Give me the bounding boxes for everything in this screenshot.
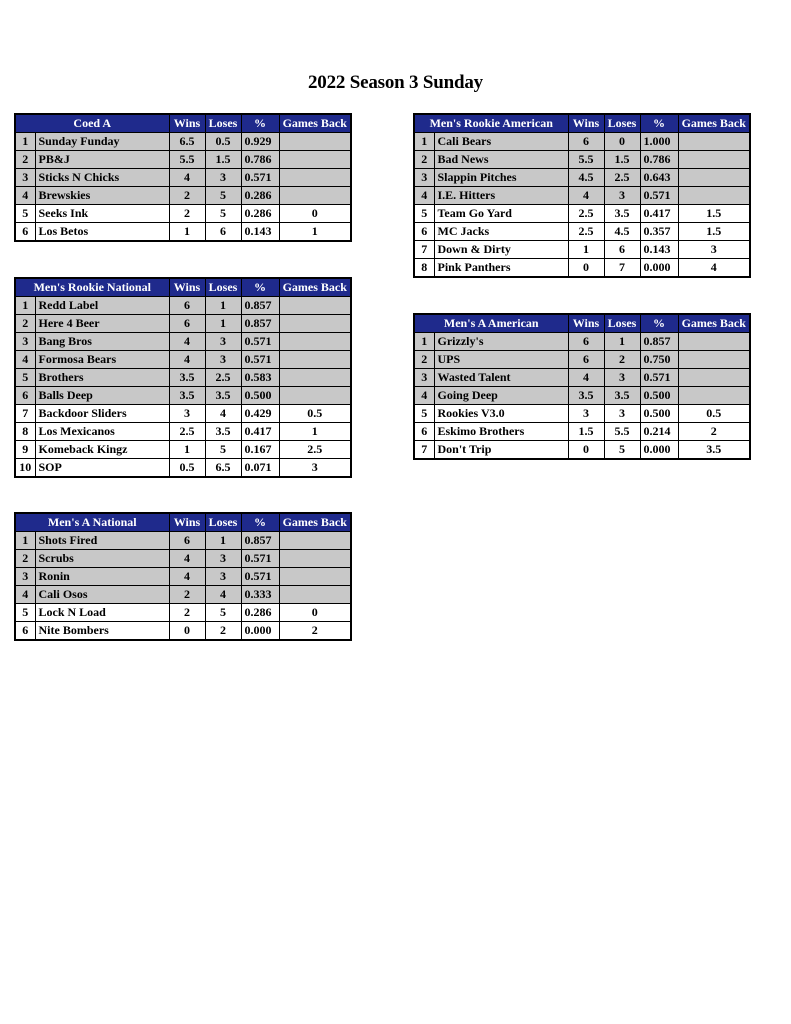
table-row	[15, 532, 351, 550]
table-row	[15, 205, 351, 223]
header-row	[414, 314, 750, 333]
loses-cell: 3	[205, 550, 241, 568]
rank-cell: 3	[414, 369, 434, 387]
wins-cell: 0	[568, 441, 604, 460]
team-name-cell: Cali Osos	[35, 586, 169, 604]
pct-header: %	[241, 513, 279, 532]
wins-header: Wins	[169, 278, 205, 297]
rank-cell: 6	[414, 223, 434, 241]
games-back-cell: 2.5	[279, 441, 351, 459]
team-name-cell: I.E. Hitters	[434, 187, 568, 205]
wins-cell: 0.5	[169, 459, 205, 478]
team-name-cell: Brewskies	[35, 187, 169, 205]
rank-cell: 3	[15, 568, 35, 586]
loses-cell: 2	[205, 622, 241, 641]
games-back-cell	[678, 387, 750, 405]
games-back-cell	[678, 187, 750, 205]
rank-cell: 4	[15, 187, 35, 205]
loses-cell: 2	[604, 351, 640, 369]
games-back-cell	[678, 169, 750, 187]
pct-cell: 0.571	[640, 187, 678, 205]
team-name-cell: Shots Fired	[35, 532, 169, 550]
pct-cell: 0.286	[241, 205, 279, 223]
pct-cell: 0.571	[640, 369, 678, 387]
rank-cell: 5	[414, 205, 434, 223]
loses-cell: 5	[205, 187, 241, 205]
pct-cell: 0.286	[241, 604, 279, 622]
pct-cell: 0.571	[241, 169, 279, 187]
games-back-cell: 1.5	[678, 205, 750, 223]
wins-header: Wins	[568, 314, 604, 333]
games-back-cell: 1	[279, 223, 351, 242]
loses-cell: 1.5	[604, 151, 640, 169]
pct-cell: 0.417	[241, 423, 279, 441]
pct-cell: 0.750	[640, 351, 678, 369]
pct-cell: 0.643	[640, 169, 678, 187]
games-back-cell	[279, 187, 351, 205]
rank-cell: 6	[15, 622, 35, 641]
rank-cell: 1	[15, 532, 35, 550]
rank-cell: 5	[414, 405, 434, 423]
table-row	[414, 151, 750, 169]
wins-cell: 3	[568, 405, 604, 423]
table-row	[15, 622, 351, 641]
table-row	[414, 369, 750, 387]
team-name-cell: Sticks N Chicks	[35, 169, 169, 187]
wins-cell: 3.5	[169, 387, 205, 405]
team-name-cell: Balls Deep	[35, 387, 169, 405]
loses-cell: 3.5	[604, 387, 640, 405]
pct-cell: 0.500	[640, 405, 678, 423]
rank-cell: 1	[414, 333, 434, 351]
loses-cell: 3	[604, 369, 640, 387]
header-row	[15, 278, 351, 297]
wins-cell: 4.5	[568, 169, 604, 187]
rank-cell: 2	[414, 151, 434, 169]
wins-cell: 4	[169, 169, 205, 187]
games-back-cell	[279, 586, 351, 604]
rank-cell: 4	[414, 187, 434, 205]
rank-cell: 7	[15, 405, 35, 423]
pct-header: %	[241, 278, 279, 297]
table-row	[414, 351, 750, 369]
loses-cell: 1	[205, 297, 241, 315]
games-back-cell	[279, 351, 351, 369]
header-row	[15, 114, 351, 133]
loses-cell: 7	[604, 259, 640, 278]
team-name-cell: Don't Trip	[434, 441, 568, 460]
loses-header: Loses	[205, 513, 241, 532]
division-header: Men's A American	[414, 314, 568, 333]
rank-cell: 9	[15, 441, 35, 459]
team-name-cell: UPS	[434, 351, 568, 369]
games-back-cell	[279, 532, 351, 550]
games-back-cell: 0.5	[678, 405, 750, 423]
table-row	[414, 387, 750, 405]
pct-header: %	[241, 114, 279, 133]
table-row	[414, 169, 750, 187]
rank-cell: 1	[15, 133, 35, 151]
team-name-cell: Sunday Funday	[35, 133, 169, 151]
wins-cell: 2	[169, 586, 205, 604]
wins-cell: 2	[169, 604, 205, 622]
pct-header: %	[640, 114, 678, 133]
rank-cell: 3	[15, 169, 35, 187]
games-back-cell	[279, 151, 351, 169]
rank-cell: 3	[414, 169, 434, 187]
team-name-cell: Slappin Pitches	[434, 169, 568, 187]
rank-cell: 5	[15, 604, 35, 622]
rank-cell: 4	[15, 351, 35, 369]
games-back-cell	[678, 351, 750, 369]
rank-cell: 4	[414, 387, 434, 405]
rank-cell: 8	[414, 259, 434, 278]
team-name-cell: Eskimo Brothers	[434, 423, 568, 441]
table-row	[15, 459, 351, 478]
team-name-cell: Los Mexicanos	[35, 423, 169, 441]
team-name-cell: Komeback Kingz	[35, 441, 169, 459]
games-back-cell	[279, 387, 351, 405]
pct-cell: 0.857	[241, 532, 279, 550]
games-back-cell	[678, 369, 750, 387]
header-row	[15, 513, 351, 532]
table-row	[15, 151, 351, 169]
team-name-cell: MC Jacks	[434, 223, 568, 241]
loses-header: Loses	[205, 278, 241, 297]
games-back-header: Games Back	[678, 114, 750, 133]
table-row	[414, 205, 750, 223]
wins-cell: 6.5	[169, 133, 205, 151]
games-back-header: Games Back	[279, 278, 351, 297]
games-back-cell: 2	[678, 423, 750, 441]
loses-cell: 3.5	[205, 423, 241, 441]
pct-cell: 0.571	[241, 351, 279, 369]
pct-cell: 0.571	[241, 568, 279, 586]
team-name-cell: Team Go Yard	[434, 205, 568, 223]
games-back-cell	[279, 568, 351, 586]
team-name-cell: Grizzly's	[434, 333, 568, 351]
table-row	[15, 441, 351, 459]
team-name-cell: Pink Panthers	[434, 259, 568, 278]
loses-cell: 4	[205, 405, 241, 423]
table-row	[414, 259, 750, 278]
pct-cell: 0.500	[640, 387, 678, 405]
pct-cell: 0.429	[241, 405, 279, 423]
wins-cell: 0	[568, 259, 604, 278]
rank-cell: 6	[15, 223, 35, 242]
rank-cell: 2	[15, 550, 35, 568]
team-name-cell: Los Betos	[35, 223, 169, 242]
rank-cell: 7	[414, 241, 434, 259]
rank-cell: 1	[15, 297, 35, 315]
wins-cell: 4	[169, 550, 205, 568]
rank-cell: 1	[414, 133, 434, 151]
table-row	[15, 133, 351, 151]
standings-table-mens-a-national	[14, 512, 352, 641]
games-back-cell: 4	[678, 259, 750, 278]
division-header: Men's A National	[15, 513, 169, 532]
team-name-cell: Brothers	[35, 369, 169, 387]
pct-cell: 0.857	[241, 297, 279, 315]
table-row	[15, 169, 351, 187]
rank-cell: 2	[414, 351, 434, 369]
wins-cell: 1	[568, 241, 604, 259]
games-back-header: Games Back	[279, 513, 351, 532]
wins-cell: 2	[169, 205, 205, 223]
wins-cell: 6	[169, 532, 205, 550]
table-row	[15, 604, 351, 622]
division-header: Coed A	[15, 114, 169, 133]
loses-cell: 2.5	[604, 169, 640, 187]
page-title: 2022 Season 3 Sunday	[308, 72, 483, 93]
team-name-cell: Down & Dirty	[434, 241, 568, 259]
loses-cell: 5	[205, 441, 241, 459]
wins-cell: 5.5	[169, 151, 205, 169]
games-back-cell: 3	[279, 459, 351, 478]
team-name-cell: Cali Bears	[434, 133, 568, 151]
wins-cell: 2.5	[568, 223, 604, 241]
table-row	[15, 550, 351, 568]
wins-cell: 1	[169, 223, 205, 242]
pct-cell: 0.786	[241, 151, 279, 169]
loses-cell: 0	[604, 133, 640, 151]
team-name-cell: Nite Bombers	[35, 622, 169, 641]
wins-cell: 4	[169, 333, 205, 351]
rank-cell: 6	[15, 387, 35, 405]
table-row	[414, 423, 750, 441]
wins-cell: 4	[169, 351, 205, 369]
pct-cell: 0.929	[241, 133, 279, 151]
pct-cell: 0.000	[640, 259, 678, 278]
pct-cell: 0.000	[241, 622, 279, 641]
team-name-cell: Scrubs	[35, 550, 169, 568]
pct-cell: 0.143	[640, 241, 678, 259]
table-row	[414, 405, 750, 423]
table-row	[15, 297, 351, 315]
table-row	[414, 441, 750, 460]
pct-cell: 0.143	[241, 223, 279, 242]
wins-cell: 0	[169, 622, 205, 641]
wins-cell: 5.5	[568, 151, 604, 169]
loses-cell: 3	[604, 405, 640, 423]
loses-cell: 6	[205, 223, 241, 242]
loses-cell: 4.5	[604, 223, 640, 241]
pct-cell: 1.000	[640, 133, 678, 151]
loses-cell: 1	[205, 315, 241, 333]
table-row	[414, 241, 750, 259]
table-row	[15, 187, 351, 205]
loses-cell: 6	[604, 241, 640, 259]
games-back-cell	[279, 333, 351, 351]
rank-cell: 10	[15, 459, 35, 478]
table-row	[15, 315, 351, 333]
loses-cell: 6.5	[205, 459, 241, 478]
team-name-cell: Bad News	[434, 151, 568, 169]
table-row	[15, 369, 351, 387]
pct-cell: 0.857	[241, 315, 279, 333]
games-back-cell: 2	[279, 622, 351, 641]
wins-cell: 4	[568, 369, 604, 387]
games-back-cell: 1	[279, 423, 351, 441]
wins-cell: 6	[568, 351, 604, 369]
games-back-header: Games Back	[678, 314, 750, 333]
standings-table-coed-a	[14, 113, 352, 242]
wins-cell: 6	[169, 297, 205, 315]
loses-cell: 3.5	[205, 387, 241, 405]
wins-cell: 3	[169, 405, 205, 423]
table-row	[414, 187, 750, 205]
games-back-cell: 3.5	[678, 441, 750, 460]
loses-cell: 3	[205, 333, 241, 351]
loses-cell: 3.5	[604, 205, 640, 223]
loses-header: Loses	[604, 114, 640, 133]
table-row	[15, 405, 351, 423]
games-back-cell: 1.5	[678, 223, 750, 241]
header-row	[414, 114, 750, 133]
rank-cell: 6	[414, 423, 434, 441]
games-back-cell	[678, 151, 750, 169]
loses-cell: 5	[205, 604, 241, 622]
games-back-cell	[279, 550, 351, 568]
pct-cell: 0.786	[640, 151, 678, 169]
table-row	[15, 423, 351, 441]
loses-cell: 3	[205, 169, 241, 187]
team-name-cell: Formosa Bears	[35, 351, 169, 369]
team-name-cell: PB&J	[35, 151, 169, 169]
table-row	[15, 568, 351, 586]
table-row	[15, 351, 351, 369]
pct-cell: 0.417	[640, 205, 678, 223]
rank-cell: 4	[15, 586, 35, 604]
loses-cell: 3	[205, 351, 241, 369]
games-back-header: Games Back	[279, 114, 351, 133]
team-name-cell: Rookies V3.0	[434, 405, 568, 423]
team-name-cell: Bang Bros	[35, 333, 169, 351]
team-name-cell: Wasted Talent	[434, 369, 568, 387]
pct-cell: 0.583	[241, 369, 279, 387]
wins-cell: 4	[169, 568, 205, 586]
pct-cell: 0.071	[241, 459, 279, 478]
loses-cell: 5.5	[604, 423, 640, 441]
games-back-cell: 3	[678, 241, 750, 259]
table-row	[414, 223, 750, 241]
wins-cell: 2	[169, 187, 205, 205]
wins-header: Wins	[568, 114, 604, 133]
loses-cell: 1	[205, 532, 241, 550]
loses-cell: 1.5	[205, 151, 241, 169]
games-back-cell	[279, 369, 351, 387]
wins-cell: 1	[169, 441, 205, 459]
rank-cell: 2	[15, 151, 35, 169]
rank-cell: 5	[15, 369, 35, 387]
pct-cell: 0.286	[241, 187, 279, 205]
team-name-cell: Going Deep	[434, 387, 568, 405]
pct-cell: 0.857	[640, 333, 678, 351]
rank-cell: 3	[15, 333, 35, 351]
loses-header: Loses	[205, 114, 241, 133]
table-row	[15, 387, 351, 405]
games-back-cell	[279, 297, 351, 315]
table-row	[414, 133, 750, 151]
loses-header: Loses	[604, 314, 640, 333]
wins-header: Wins	[169, 114, 205, 133]
pct-cell: 0.571	[241, 550, 279, 568]
division-header: Men's Rookie American	[414, 114, 568, 133]
loses-cell: 1	[604, 333, 640, 351]
games-back-cell: 0	[279, 205, 351, 223]
pct-cell: 0.500	[241, 387, 279, 405]
games-back-cell	[279, 169, 351, 187]
pct-header: %	[640, 314, 678, 333]
team-name-cell: Here 4 Beer	[35, 315, 169, 333]
standings-table-mens-a-american	[413, 313, 751, 460]
games-back-cell: 0	[279, 604, 351, 622]
loses-cell: 4	[205, 586, 241, 604]
pct-cell: 0.571	[241, 333, 279, 351]
pct-cell: 0.167	[241, 441, 279, 459]
rank-cell: 7	[414, 441, 434, 460]
table-row	[15, 223, 351, 242]
division-header: Men's Rookie National	[15, 278, 169, 297]
pct-cell: 0.333	[241, 586, 279, 604]
loses-cell: 0.5	[205, 133, 241, 151]
loses-cell: 5	[604, 441, 640, 460]
pct-cell: 0.000	[640, 441, 678, 460]
table-row	[15, 586, 351, 604]
loses-cell: 2.5	[205, 369, 241, 387]
games-back-cell	[678, 333, 750, 351]
wins-cell: 2.5	[568, 205, 604, 223]
table-row	[414, 333, 750, 351]
table-row	[15, 333, 351, 351]
wins-cell: 6	[568, 133, 604, 151]
games-back-cell: 0.5	[279, 405, 351, 423]
wins-cell: 3.5	[169, 369, 205, 387]
games-back-cell	[678, 133, 750, 151]
wins-cell: 6	[568, 333, 604, 351]
team-name-cell: Ronin	[35, 568, 169, 586]
standings-table-mens-rookie-national	[14, 277, 352, 478]
team-name-cell: Redd Label	[35, 297, 169, 315]
rank-cell: 5	[15, 205, 35, 223]
loses-cell: 3	[604, 187, 640, 205]
wins-cell: 6	[169, 315, 205, 333]
games-back-cell	[279, 133, 351, 151]
pct-cell: 0.214	[640, 423, 678, 441]
rank-cell: 2	[15, 315, 35, 333]
loses-cell: 3	[205, 568, 241, 586]
standings-table-mens-rookie-american	[413, 113, 751, 278]
pct-cell: 0.357	[640, 223, 678, 241]
games-back-cell	[279, 315, 351, 333]
wins-cell: 2.5	[169, 423, 205, 441]
rank-cell: 8	[15, 423, 35, 441]
team-name-cell: Lock N Load	[35, 604, 169, 622]
loses-cell: 5	[205, 205, 241, 223]
wins-header: Wins	[169, 513, 205, 532]
team-name-cell: SOP	[35, 459, 169, 478]
wins-cell: 1.5	[568, 423, 604, 441]
team-name-cell: Backdoor Sliders	[35, 405, 169, 423]
team-name-cell: Seeks Ink	[35, 205, 169, 223]
wins-cell: 3.5	[568, 387, 604, 405]
wins-cell: 4	[568, 187, 604, 205]
